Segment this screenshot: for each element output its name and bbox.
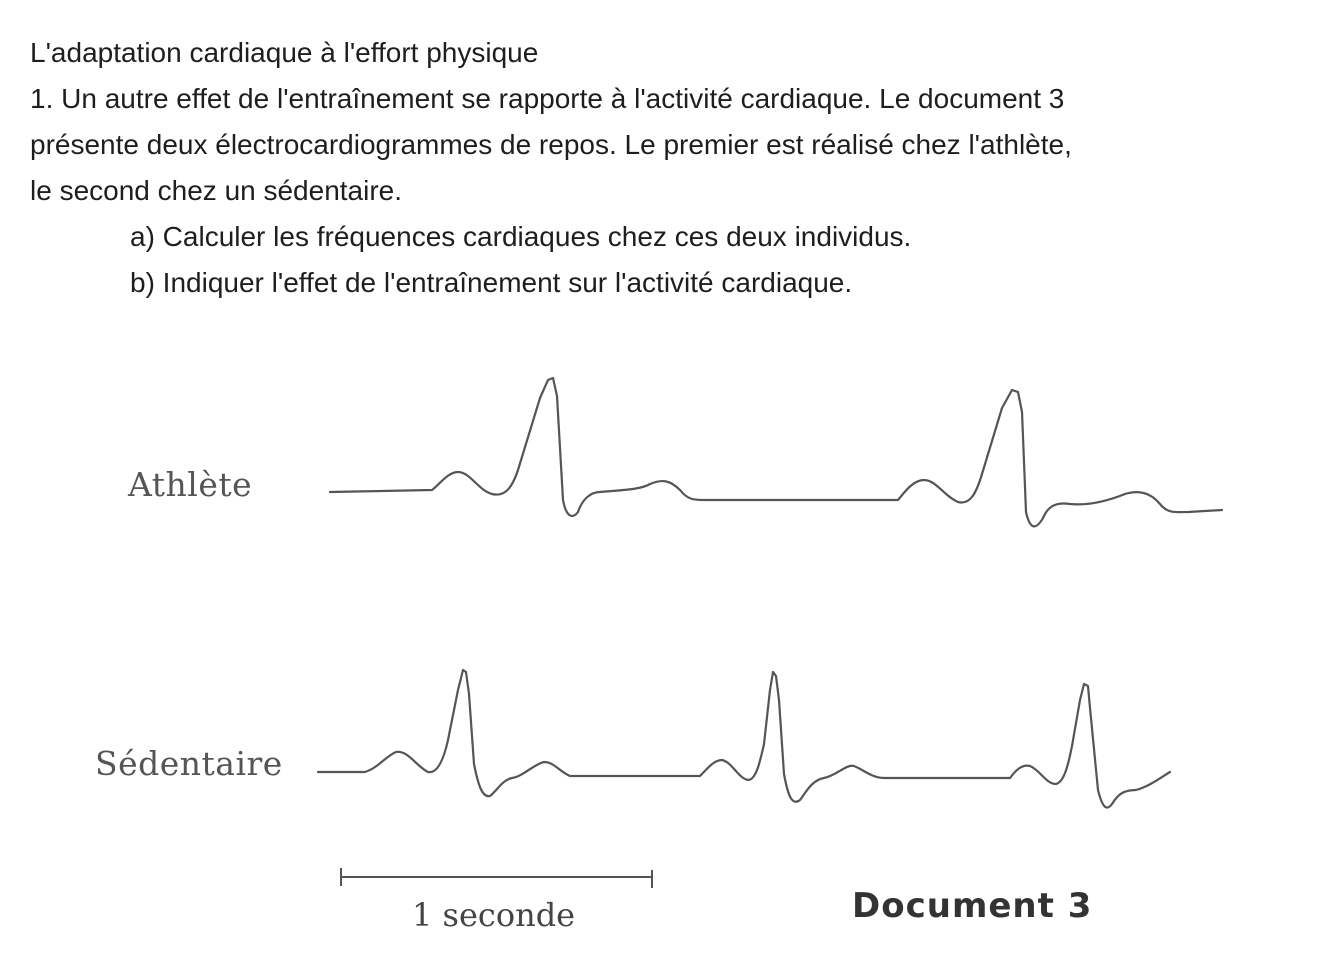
document-caption: Document 3 [852, 886, 1093, 926]
scale-bar [341, 868, 652, 888]
athlete-label: Athlète [128, 465, 253, 504]
question-line-3: le second chez un sédentaire. [30, 175, 403, 206]
section-title: L'adaptation cardiaque à l'effort physique [30, 37, 539, 68]
question-line-1: 1. Un autre effet de l'entraînement se rapporte à l'activité cardiaque. Le document 3 [30, 83, 1065, 114]
question-line-2: présente deux électrocardiogrammes de repos. Le premier est réalisé chez l'athlète, [30, 129, 1072, 160]
question-text [30, 30, 1320, 306]
sedentary-label: Sédentaire [95, 744, 283, 783]
scale-label: 1 seconde [412, 896, 576, 934]
sedentary-ecg-trace [318, 670, 1170, 808]
sub-question-b: b) Indiquer l'effet de l'entraînement sur l'activité cardiaque. [130, 267, 853, 298]
sub-question-a: a) Calculer les fréquences cardiaques chez ces deux individus. [130, 221, 912, 252]
athlete-ecg-trace [330, 378, 1222, 526]
